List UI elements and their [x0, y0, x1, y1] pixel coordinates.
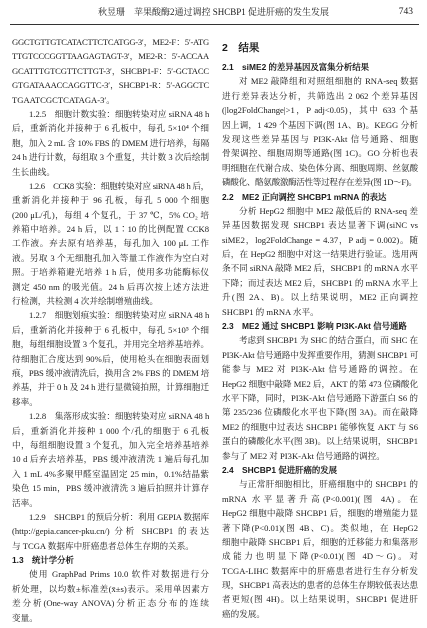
text-line: 细胞中敲降 SHCBP1 后，细胞的迁移能力和集落形 — [222, 536, 418, 547]
text-line: mRNA 水平显著升高(P<0.001)(图 4A)。在 — [222, 493, 418, 504]
section-heading-statistics: 1.3 统计学分析 — [12, 555, 74, 566]
text-line: 1.2.9 SHCBP1 的预后分析：利用 GEPIA 数据库 — [29, 511, 209, 522]
text-line: SHCBP1 的 mRNA 水平。 — [222, 306, 319, 317]
text-line: 养基，并于 0 h 及 24 h 进行显微镜拍照，计算细胞迁 — [12, 382, 209, 393]
text-line: (200 μL/孔)，每组 4 个复孔，于 37 ℃，5% CO₂ 培 — [12, 209, 209, 220]
text-line: 痕，PBS 缓冲液清洗后，换用含 2% FBS 的 DMEM 培 — [12, 367, 209, 378]
paragraph-primer-sequences — [12, 35, 209, 107]
text-line: TCGA-LIHC 数据库中的肝癌患者进行生存分析发 — [222, 565, 418, 576]
paragraph-section-2-3 — [222, 333, 418, 463]
text-line: 癌的发展。 — [222, 608, 265, 619]
text-line: GTGATAAACCAGGTTC-3′，SHCBP1-R：5′-AGGCTC — [12, 80, 209, 91]
text-line: 后，重新消化并接种于 6 孔板中，每孔 5×10⁴ 个细 — [12, 123, 209, 134]
text-line: 1.2.8 集落形成实验：细胞转染对应 siRNA 48 h — [29, 411, 209, 422]
text-line: 行检测，共检测 4 次并绘制增殖曲线。 — [12, 296, 159, 307]
text-line: GGCTGTTGTCATACTTCTCATGG-3′，ME2-F：5′-ATG — [12, 37, 209, 47]
paragraph-section-2-2 — [222, 204, 418, 319]
paragraph-prognosis-analysis — [12, 510, 209, 553]
text-line: 待细胞汇合度达到 90%后，使用枪头在细胞表面划 — [12, 353, 209, 364]
text-line: 胞，加入 2 mL 含 10% FBS 的 DMEM 进行培养，每隔 — [12, 137, 209, 148]
text-line: PI3K-Akt 信号通路中发挥重要作用，猜测 SHCBP1 可 — [222, 349, 418, 360]
paragraph-colony-formation-assay — [12, 409, 209, 510]
text-line: 进行差异表达分析，共筛选出 2 062 个差异基因 — [222, 90, 418, 101]
header-divider — [10, 24, 419, 25]
text-line: TGAATCGCTCATAGA-3′。 — [12, 94, 115, 105]
text-line: 移率。 — [12, 396, 38, 407]
section-heading-2-2: 2.2 ME2 正向调控 SHCBP1 mRNA 的表达 — [222, 191, 387, 202]
text-line: 10 d 后弃去培养基，PBS 缓冲液清洗 1 遍后每孔加 — [12, 454, 209, 465]
text-line: 磷酸化、酪氨酸激酶活性等过程存在差异(图 1D～F)。 — [222, 177, 417, 188]
text-line: 入 1 mL 4%多聚甲醛室温固定 25 min，0.1%结晶紫 — [12, 468, 209, 479]
section-heading-results: 2 结果 — [222, 42, 260, 54]
text-line: 骨架调控、细胞周期等通路(图 1C)。GO 分析也表 — [222, 148, 418, 159]
text-line: ME2 的细胞中过表达 SHCBP1 能够恢复 AKT 与 S6 — [222, 421, 418, 432]
text-line: 参与了 ME2 对 PI3K-Akt 信号通路的调控。 — [222, 450, 385, 461]
section-heading-2-3: 2.3 ME2 通过 SHCBP1 影响 PI3K-Akt 信号通路 — [222, 321, 407, 332]
left-column — [12, 35, 209, 625]
text-line: 后，重新消化并接种 1 000 个/孔的细胞于 6 孔板 — [12, 425, 209, 436]
text-line: 重新消化并接种于 96 孔板，每孔 5 000 个细胞 — [12, 195, 209, 206]
text-line: (http://gepia.cancer-pku.cn/) 分析 SHCBP1 的表达 — [12, 526, 209, 537]
text-line: HepG2 细胞中敲降 ME2 后，AKT 的第 473 位磷酸化 — [222, 378, 418, 389]
text-line: 能参与 ME2 对 PI3K-Akt 信号通路的调控。在 — [222, 364, 418, 375]
right-column — [222, 35, 418, 621]
text-line: 蛋白的磷酸化水平(图 3B)。以上结果说明，SHCBP1 — [222, 436, 418, 447]
text-line: 工作液。弃去原有培养基，每孔加入 100 μL 工作 — [12, 238, 209, 249]
text-line: 水平下降，同时，PI3K-Akt 信号通路下游蛋白 S6 的 — [222, 392, 418, 403]
text-line: 染色 15 min，PBS 缓冲液清洗 3 遍后拍照并计算存 — [12, 483, 209, 494]
text-line: 对 ME2 敲降组和对照组细胞的 RNA-seq 数据 — [239, 76, 418, 87]
text-line: 著下降(P<0.01)(图 4B、C)。类似地，在 HepG2 — [222, 522, 418, 533]
text-line: 发现这些差异基因与 PI3K-Akt 信号通路、细胞 — [222, 133, 418, 144]
text-line: 胞，每组细胞设置 3 个复孔，并用完全培养基培养。 — [12, 339, 209, 350]
paragraph-section-2-4 — [222, 477, 418, 621]
text-line: 液。另取 3 个无细胞孔加入等量工作液作为空白对 — [12, 252, 209, 263]
text-line: 与 TCGA 数据库中肝癌患者总体生存期的关系。 — [12, 540, 194, 551]
text-line: 中，每组细胞设置 3 个复孔，加入完全培养基培养 — [12, 439, 209, 450]
paragraph-section-2-1 — [222, 74, 418, 189]
text-line: 后，重新消化并接种于 6 孔板中，每孔 5×10⁵ 个细 — [12, 324, 209, 335]
running-title: 秋昱珊 苹果酸酶2通过调控 SHCBP1 促进肝癌的发生发展 — [97, 7, 330, 17]
text-line: 1.2.7 细胞划痕实验：细胞转染对应 siRNA 48 h — [29, 310, 209, 321]
text-line: 析处理，以均数±标准差(x̄±s)表示。采用单因素方 — [12, 583, 209, 594]
running-header — [0, 0, 427, 24]
text-line: siME2，log2FoldChange = 4.37，P adj = 0.002)。随 — [222, 234, 418, 245]
text-line: 24 h 进行计数，每组取 3 个重复，共计数 3 次后绘制 — [12, 152, 209, 163]
text-line: 因上调，1 429 个基因下调(图 1A、B)。KEGG 分析 — [222, 119, 418, 130]
text-line: 1.2.5 细胞计数实验：细胞转染对应 siRNA 48 h — [29, 108, 209, 119]
text-line: 现，SHCBP1 高表达的患者的总体生存期较低表达患 — [222, 580, 418, 591]
text-line: 考虑到 SHCBP1 为 SHC 的结合蛋白，而 SHC 在 — [239, 335, 418, 346]
text-line: 差分析(One-way ANOVA)分析正态分布的连续 — [12, 598, 209, 609]
text-line: 测定 450 nm 的吸光值。24 h 后再次按上述方法进 — [12, 281, 209, 292]
section-heading-2-1: 2.1 siME2 的差异基因及富集分析结果 — [222, 62, 370, 72]
text-line: 活率。 — [12, 497, 38, 508]
text-line: 异基因数据发现 SHCBP1 表达显著下调(siNC vs — [222, 220, 418, 231]
text-line: TTGTCCCGGTTAAGAGTAGT-3′，ME2-R：5′-ACCAA — [12, 51, 209, 62]
text-line: GCATTTGTCGTTCTTGT-3′，SHCBP1-F：5′-GCTACC — [12, 65, 209, 76]
text-line: 者更短(图 4H)。以上结果说明，SHCBP1 促进肝 — [222, 594, 418, 605]
page-number: 743 — [398, 7, 413, 17]
text-line: 下降；而过表达 ME2 后，SHCBP1 的 mRNA 水平上 — [222, 277, 418, 288]
text-line: 变量。 — [12, 612, 38, 623]
text-line: 分析 HepG2 细胞中 ME2 敲低后的 RNA-seq 差 — [239, 205, 418, 216]
text-line: (|log2FoldChange|>1，P adj<0.05)，其中 633 个基 — [222, 105, 418, 116]
text-line: 1.2.6 CCK8 实验：细胞转染对应 siRNA 48 h 后， — [29, 180, 209, 191]
section-heading-2-4: 2.4 SHCBP1 促进肝癌的发展 — [222, 464, 337, 475]
paragraph-cell-count-assay — [12, 107, 209, 179]
text-line: 成能力也明显下降(P<0.01)(图 4D～G)。对 — [222, 551, 418, 562]
paragraph-cck8-assay — [12, 179, 209, 309]
paragraph-scratch-assay — [12, 308, 209, 409]
text-line: 养箱中培养。24 h 后，以 1∶10 的比例配置 CCK8 — [12, 224, 209, 235]
text-line: 使用 GraphPad Prims 10.0 软件对数据进行分 — [29, 569, 209, 580]
text-line: 明细胞在代谢合成、染色体分离、细胞周期、丝氨酸 — [222, 162, 418, 173]
paragraph-statistics — [12, 567, 209, 625]
text-line: 条不同 siRNA 敲降 ME2 后，SHCBP1 的 mRNA 水平 — [222, 263, 418, 274]
text-line: 后，在 HepG2 细胞中对这一结果进行验证。选用两 — [222, 249, 418, 260]
text-line: 第 235/236 位磷酸化水平也下降(图 3A)。而在敲降 — [222, 407, 418, 418]
text-line: 升(图 2A、B)。以上结果说明，ME2 正向调控 — [222, 292, 418, 303]
text-line: 照。于培养箱避光培养 1 h 后，使用多功能酶标仪 — [12, 267, 209, 278]
text-line: HepG2 细胞中敲降 SHCBP1 后，细胞的增殖能力显 — [222, 508, 418, 519]
text-line: 与正常肝细胞相比，肝癌细胞中的 SHCBP1 的 — [239, 479, 418, 490]
text-line: 生长曲线。 — [12, 166, 55, 177]
